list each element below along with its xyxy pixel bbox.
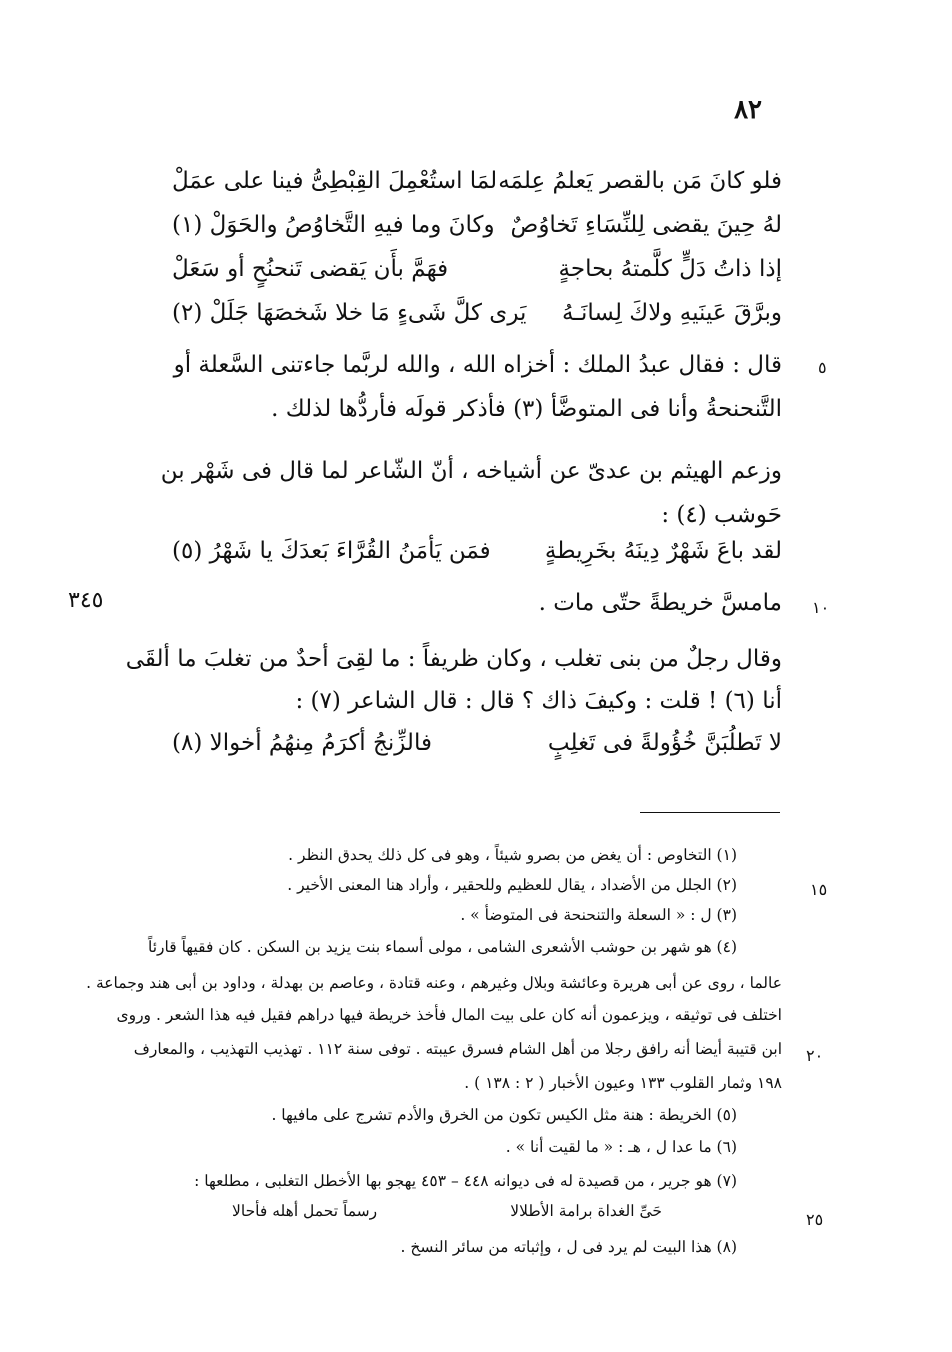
- margin-page-ref: ٣٤٥: [68, 588, 104, 613]
- footnote: (٤) هو شهر بن حوشب الأشعرى الشامى ، مولى أسماء بنت يزيد بن السكن . كان فقيهاً قارئاً: [147, 938, 737, 956]
- footnote: (١) التخاوص : أن يغض من بصرو شيئاً ، وهو فى كل ذلك يحدق النظر .: [288, 846, 737, 864]
- verse-hemistich-left: فالزِّنجُ أكرَمُ مِنهُمُ أخوالا (٨): [172, 730, 432, 756]
- verse-hemistich-left: لمَا استُعْمِلَ القِبْطِىُّ فينا على عمَلْ: [172, 168, 498, 194]
- footnote-continuation: ١٩٨ وثمار القلوب ١٣٣ وعيون الأخبار ( ٢ : ١٣٨ ) .: [464, 1074, 782, 1092]
- prose-line: التَّنحنحةُ وأنا فى المتوضَّأ (٣) فأذكر قولَه فأردُّها لذلك .: [271, 396, 782, 422]
- verse-hemistich-left: فهَمَّ بأَن يَقضى تَنحنُحٍ أو سَعَلْ: [172, 256, 449, 282]
- footnote: (٢) الجلل من الأضداد ، يقال للعظيم وللحقير ، وأراد هنا المعنى الأخير .: [287, 876, 737, 894]
- line-marker-5: ٥: [818, 358, 827, 377]
- footnote: (٨) هذا البيت لم يرد فى ل ، وإثباته من سائر النسخ .: [400, 1238, 737, 1256]
- verse-hemistich-left: وكانَ وما فيهِ التَّخاوُصُ والحَوَلْ (١): [172, 212, 495, 238]
- verse-hemistich-right: إذا ذاتُ دَلٍّ كلَّمتهُ بحاجةٍ: [558, 256, 782, 282]
- footnote: (٧) هو جرير ، من قصيدة له فى ديوانه ٤٤٨ – ٤٥٣ يهجو بها الأخطل التغلبى ، مطلعها :: [194, 1172, 737, 1190]
- line-marker-25: ٢٥: [806, 1210, 824, 1229]
- verse-hemistich-right: لا تَطلُبَنَّ خُؤُولةً فى تَغلِبٍ: [547, 730, 782, 756]
- prose-line: أنا (٦) ! قلت : وكيفَ ذاك ؟ قال : قال الشاعر (٧) :: [295, 688, 782, 714]
- footnote-separator: [640, 812, 780, 813]
- footnote-continuation: اختلف فى توثيقه ، ويزعمون أنه كان على بيت المال فأخذ خريطة فيها دراهم فقيل فيه هذا الشعر . وروى: [116, 1006, 782, 1024]
- verse-line: [172, 538, 782, 578]
- footnote: (٣) ل : « السعلة والتنحنحة فى المتوضأ » .: [460, 906, 737, 924]
- verse-hemistich-right: لهُ حِينَ يقضى لِلنِّسَاءِ تَخاوُصٌ: [510, 212, 782, 238]
- verse-hemistich-left: يَرى كلَّ شَىءٍ مَا خلا شَخصَهَا جَلَلْ (٢): [172, 300, 527, 326]
- page-number: ٨٢: [734, 95, 762, 125]
- prose-line: قال : فقال عبدُ الملك : أخزاه الله ، والله لربَّما جاءتنى السَّعلة أو: [173, 352, 782, 378]
- verse-line: [172, 300, 782, 340]
- verse-line: [172, 730, 782, 770]
- prose-line: حَوشب (٤) :: [661, 502, 782, 528]
- line-marker-15: ١٥: [810, 880, 828, 899]
- verse-line: [172, 256, 782, 296]
- verse-line: [172, 168, 782, 208]
- prose-line: وقال رجلٌ من بنى تغلب ، وكان ظريفاً : ما لقِىَ أحدٌ من تغلبَ ما ألقَى: [125, 646, 782, 672]
- prose-line: مامسَّ خريطةً حتّى مات .: [538, 590, 782, 616]
- footnote: (٦) ما عدا ل ، هـ : « ما لقيت أنا » .: [505, 1138, 737, 1156]
- prose-line: وزعم الهيثم بن عدىّ عن أشياخه ، أنّ الشّاعر لما قال فى شَهْر بن: [160, 458, 782, 484]
- verse-line: [172, 212, 782, 252]
- footnote-verse-right: حَىِّ الغداة برامة الأطلالا: [510, 1202, 662, 1220]
- footnote-continuation: ابن قتيبة أيضا أنه رافق رجلا من أهل الشام فسرق عيبته . توفى سنة ١١٢ . تهذيب التهذيب ، والمعارف: [133, 1040, 782, 1058]
- footnote-continuation: عالما ، روى عن أبى هريرة وعائشة وبلال وغيرهم ، وعنه قتادة ، وعاصم بن بهدلة ، وداود بن أبى هند وجماعة .: [86, 974, 782, 992]
- line-marker-10: ١٠: [812, 598, 830, 617]
- verse-hemistich-right: لقد باعَ شَهْرٌ دِينَهُ بخَرِيطةٍ: [544, 538, 782, 564]
- verse-hemistich-right: وبرَّقَ عَينَيهِ ولاكَ لِسانَـهُ: [561, 300, 782, 326]
- verse-hemistich-left: فمَن يَأمَنُ القُرَّاءَ بَعدَكَ يا شَهْرُ (٥): [172, 538, 491, 564]
- verse-hemistich-right: فلو كانَ مَن بالقصر يَعلمُ عِلمَه: [498, 168, 782, 194]
- footnote-verse-left: رسماً تحمل أهله فأحالا: [232, 1202, 378, 1220]
- line-marker-20: ٢٠: [806, 1046, 824, 1065]
- footnote: (٥) الخريطة : هنة مثل الكيس تكون من الخرق والأدم تشرج على مافيها .: [271, 1106, 737, 1124]
